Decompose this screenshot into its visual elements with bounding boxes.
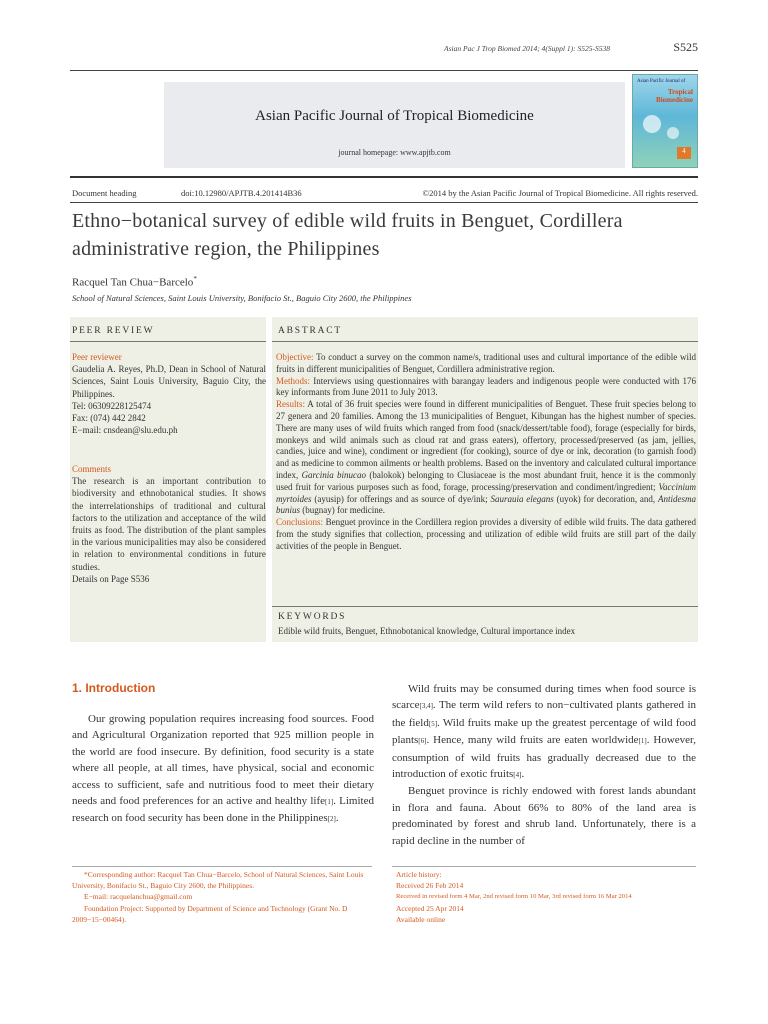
doi[interactable]: doi:10.12980/APJTB.4.201414B36 [181, 188, 302, 198]
title-line: administrative region, the Philippines [72, 238, 380, 260]
cover-top-text: Asian Pacific Journal of [637, 79, 686, 84]
corresponding-author: *Corresponding author: Racquel Tan Chua−Barcelo, School of Natural Sciences, Saint Louis University, Bonifacio St., Baguio City 2600, the Philippines. [72, 870, 364, 891]
results-text: (ayusip) for offerings and as source of dye/ink; [311, 493, 491, 504]
keywords-text: Edible wild fruits, Benguet, Ethnobotanical knowledge, Cultural importance index [278, 626, 576, 636]
peer-reviewer-text: Gaudelia A. Reyes, Ph.D, Dean in School of Natural Sciences, Saint Louis University, Baguio City, the Philippines. [72, 364, 266, 399]
introduction-heading: 1. Introduction [72, 681, 156, 695]
citation-ref[interactable]: [6] [418, 737, 427, 746]
citation-ref[interactable]: [3,4] [419, 702, 433, 711]
intro-text: . The term wild refers to non−cultivated plants gathered in the field [392, 699, 696, 729]
citation-ref[interactable]: [5] [428, 719, 438, 728]
footnote-rule [72, 866, 372, 867]
species-name: Saurauia elegans [490, 493, 554, 504]
abstract-objective [276, 352, 696, 376]
intro-paragraph-1 [72, 711, 374, 828]
results-text: (bugnay) for medicine. [300, 505, 385, 516]
intro-paragraph-3: Benguet province is richly endowed with forest lands abundant in flora and fauna. About 66% to 80% of the land area is predominated by forest and shrub land. Unfortunately, there is a rapid decline in the number of [392, 785, 696, 847]
foundation-project: Foundation Project: Supported by Department of Science and Technology (Grant No. D 2009−15−00464). [72, 903, 348, 924]
results-label: Results: [276, 399, 306, 410]
cover-title: Tropical Biomedicine [656, 88, 693, 104]
species-name: Antidesma bunius [276, 493, 697, 516]
author-name: Racquel Tan Chua−Barcelo [72, 276, 194, 289]
citation-ref[interactable]: [4] [513, 771, 522, 780]
results-text: A total of 36 fruit species were found in different municipalities of Benguet. These fruit species belong to 27 genera and 20 families. Among the 13 municipalities of Benguet, Kibungan has the highest number of species. There are many uses of wild fruits which ranged from food (snack/dessert/table food), forage (especially for birds, monkeys and wild animals such as cloud rat and grass eaters), offertory, processed/preserved (as jam, jellies, candies, juice and wine), condiment or ingredient (for cooking), source of dye or ink, decoration (to garnish food) and as medicine to common ailments or health problems. Based on the inventory and calculated cultural importance index, [276, 399, 696, 480]
journal-title: Asian Pacific Journal of Tropical Biomedicine [255, 108, 534, 124]
intro-text: Wild fruits may be consumed during times when food source is scarce [392, 683, 696, 712]
citation-ref[interactable]: [1] [325, 798, 334, 807]
intro-text: . However, consumption of wild fruits has gradually decreased due to the introduction of exotic fruits [392, 734, 697, 781]
article-title [72, 207, 702, 263]
conclusions-label: Conclusions: [276, 517, 324, 528]
intro-text: . Limited research on food security has been done in the Philippines [72, 795, 374, 825]
doc-rule [70, 202, 698, 203]
results-text: (uyok) for decoration, and, [553, 493, 659, 504]
page-number: S525 [673, 40, 698, 54]
history-label: Article history: [396, 870, 442, 879]
peer-reviewer-block [72, 351, 266, 436]
intro-paragraph-2 [392, 681, 696, 783]
abstract-body [276, 352, 696, 553]
article-history [396, 869, 696, 925]
author [72, 275, 197, 289]
cover-graphic [643, 115, 661, 133]
conclusions-text: Benguet province in the Cordillera region provides a diversity of edible wild fruits. The data gathered from the study signifies that collection, processing and utilization of edible wild fruits are still part of the daily activities of the people in Benguet. [276, 517, 696, 551]
peer-review-heading: PEER REVIEW [72, 326, 155, 336]
running-citation: Asian Pac J Trop Biomed 2014; 4(Suppl 1): S525-S538 [444, 44, 610, 53]
peer-reviewer-label: Peer reviewer [72, 352, 122, 362]
journal-homepage[interactable]: journal homepage: www.apjtb.com [338, 148, 451, 157]
objective-label: Objective: [276, 352, 314, 362]
history-revised: Received in revised form 4 Mar, 2nd revised form 10 Mar, 3rd revised form 16 Mar 2014 [396, 893, 632, 901]
abstract-rule [272, 341, 698, 342]
peer-review-rule [70, 341, 266, 342]
methods-text: Interviews using questionnaires with barangay leaders and indigenous people were conducted with 176 key informants from June 2011 to July 2013. [276, 375, 696, 398]
citation-ref[interactable]: [2] [327, 815, 336, 824]
peer-reviewer-email[interactable]: E−mail: cnsdean@slu.edu.ph [72, 425, 178, 436]
methods-label: Methods: [276, 375, 311, 386]
details-link[interactable]: Details on Page S536 [72, 573, 150, 584]
author-mark: * [193, 275, 197, 283]
history-accepted: Accepted 25 Apr 2014 [396, 903, 464, 913]
header-rule [70, 70, 698, 71]
objective-text: To conduct a survey on the common name/s, traditional uses and cultural importance of the edible wild fruits in different municipalities of Benguet, Cordillera administrative region. [276, 352, 696, 374]
intro-text: . [335, 812, 339, 825]
intro-column-right [392, 681, 696, 849]
affiliation: School of Natural Sciences, Saint Louis University, Bonifacio St., Baguio City 2600, the Philippines [72, 293, 412, 303]
footnote-rule [392, 866, 696, 867]
cover-graphic [667, 127, 679, 139]
intro-text: . Wild fruits make up the greatest percentage of wild food plants [392, 716, 696, 747]
banner-rule [70, 176, 698, 178]
history-received: Received 26 Feb 2014 [396, 881, 464, 891]
abstract-conclusions [276, 517, 696, 552]
species-name: Vaccinium myrtoides [276, 481, 696, 504]
journal-cover-image [632, 74, 698, 168]
copyright: ©2014 by the Asian Pacific Journal of Tropical Biomedicine. All rights reserved. [422, 188, 698, 198]
keywords-heading: KEYWORDS [278, 612, 347, 622]
comments-label: Comments [72, 464, 112, 474]
comments-text: The research is an important contribution to biodiversity and ethnobotanical studies. It shows the interrelationships of traditional and cultural factors to the utilization and acceptance of the wild fruits as food. The distribution of the plant samples in the various municipalities may also be considered in relation to environmental conditions in future studies. [72, 476, 266, 572]
species-name: Garcinia binucao [301, 469, 367, 480]
intro-text: . Hence, many wild fruits are eaten worldwide [426, 734, 639, 747]
peer-reviewer-tel: Tel: 06309228125474 [72, 400, 152, 411]
results-text: (balokok) belonging to Clusiaceae is the most abundant fruit, hence it is the commonly used fruit for various purposes such as food, forage, processing/preservation and condiment/ingredient; [276, 469, 696, 492]
abstract-methods [276, 376, 696, 400]
abstract-results [276, 399, 696, 517]
comments-block [72, 463, 266, 585]
keywords-rule [272, 606, 698, 607]
intro-text: . [521, 768, 525, 781]
history-online: Available online [396, 914, 446, 924]
citation-ref[interactable]: [1] [638, 737, 647, 746]
abstract-heading: ABSTRACT [278, 326, 343, 336]
title-line: Ethno−botanical survey of edible wild fruits in Benguet, Cordillera [72, 210, 623, 232]
peer-reviewer-fax: Fax: (074) 442 2842 [72, 413, 146, 424]
corresponding-email[interactable]: E−mail: racquelanchua@gmail.com [84, 892, 193, 902]
intro-text: Our growing population requires increasing food sources. Food and Agricultural Organization reported that 925 million people in the world are food insecure. By definition, food security is a state where all people, at all times, have physical, social and economic access to sufficient, safe and nutritious food to meet their dietary needs and food preferences for an active and healthy life [72, 713, 374, 808]
corresponding-footnote [72, 869, 372, 925]
cover-badge: 4 [677, 147, 691, 159]
document-heading: Document heading [72, 188, 137, 198]
